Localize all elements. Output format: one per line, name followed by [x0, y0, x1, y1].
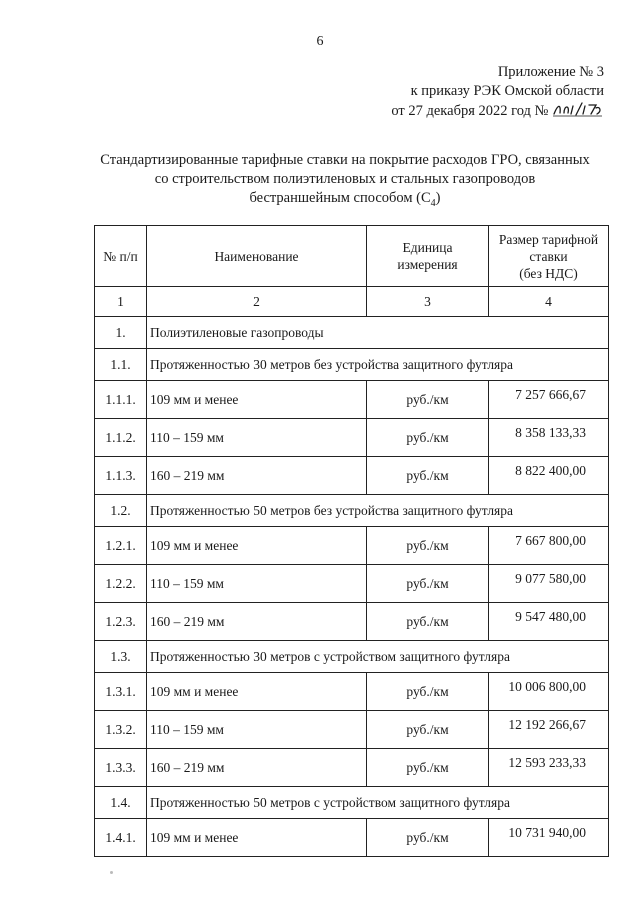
title-line-3 [60, 189, 630, 213]
section-title: Протяженностью 50 метров с устройством защитного футляра [147, 787, 609, 819]
tariff-value: 10 006 800,00 [489, 673, 609, 711]
column-number: 2 [147, 287, 367, 317]
column-number: 1 [95, 287, 147, 317]
item-name: 109 мм и менее [147, 673, 367, 711]
row-number: 1. [95, 317, 147, 349]
header-unit [367, 226, 489, 287]
item-name: 110 – 159 мм [147, 565, 367, 603]
header-unit-line-1: Единица [402, 240, 453, 255]
item-name: 109 мм и менее [147, 527, 367, 565]
unit-of-measure: руб./км [367, 603, 489, 641]
header-value-line-2: ставки [529, 248, 568, 264]
table-row [95, 419, 609, 457]
row-number: 1.3. [95, 641, 147, 673]
section-title: Протяженностью 30 метров без устройства защитного футляра [147, 349, 609, 381]
appendix-date-text: от 27 декабря 2022 год № [391, 103, 549, 119]
document-title [60, 151, 630, 213]
page-number: 6 [316, 34, 324, 49]
tariff-value: 8 822 400,00 [489, 457, 609, 495]
column-number: 3 [367, 287, 489, 317]
tariff-value: 9 077 580,00 [489, 565, 609, 603]
table-row [95, 673, 609, 711]
title-subscript: 4 [430, 197, 436, 209]
item-name: 109 мм и менее [147, 819, 367, 857]
section-title: Протяженностью 30 метров с устройством защитного футляра [147, 641, 609, 673]
table-row [95, 527, 609, 565]
tariff-value: 10 731 940,00 [489, 819, 609, 857]
table-section-row [95, 317, 609, 349]
unit-of-measure: руб./км [367, 749, 489, 787]
header-num: № п/п [95, 226, 147, 287]
tariff-value: 8 358 133,33 [489, 419, 609, 457]
tariff-value: 12 192 266,67 [489, 711, 609, 749]
header-unit-line-2: измерения [397, 257, 458, 272]
tariff-value: 12 593 233,33 [489, 749, 609, 787]
item-name: 160 – 219 мм [147, 457, 367, 495]
tariff-value: 9 547 480,00 [489, 603, 609, 641]
title-line-1: Стандартизированные тарифные ставки на покрытие расходов ГРО, связанных [100, 152, 590, 168]
table-row [95, 819, 609, 857]
appendix-line-3 [391, 101, 604, 121]
table-section-row [95, 641, 609, 673]
table-body [95, 317, 609, 857]
unit-of-measure: руб./км [367, 819, 489, 857]
row-number: 1.2. [95, 495, 147, 527]
tariff-table [94, 225, 609, 857]
row-number: 1.1.2. [95, 419, 147, 457]
table-row [95, 381, 609, 419]
row-number: 1.2.1. [95, 527, 147, 565]
item-name: 160 – 219 мм [147, 749, 367, 787]
column-number: 4 [489, 287, 609, 317]
item-name: 109 мм и менее [147, 381, 367, 419]
column-number-row [95, 287, 609, 317]
unit-of-measure: руб./км [367, 457, 489, 495]
table-row [95, 711, 609, 749]
tariff-value: 7 667 800,00 [489, 527, 609, 565]
title-line-2: со строительством полиэтиленовых и стальных газопроводов [154, 171, 536, 187]
header-value-line-3: (без НДС) [519, 265, 578, 281]
table-row [95, 603, 609, 641]
row-number: 1.1.1. [95, 381, 147, 419]
item-name: 110 – 159 мм [147, 711, 367, 749]
row-number: 1.3.2. [95, 711, 147, 749]
scan-speck [110, 871, 113, 874]
row-number: 1.4. [95, 787, 147, 819]
appendix-line-2: к приказу РЭК Омской области [410, 83, 604, 99]
item-name: 160 – 219 мм [147, 603, 367, 641]
section-title: Полиэтиленовые газопроводы [147, 317, 609, 349]
table-row [95, 457, 609, 495]
row-number: 1.1. [95, 349, 147, 381]
table-section-row [95, 495, 609, 527]
tariff-value: 7 257 666,67 [489, 381, 609, 419]
title-line-3-text: бестраншейным способом (С [249, 190, 431, 206]
row-number: 1.3.1. [95, 673, 147, 711]
title-line-3-end: ) [435, 190, 441, 206]
handwritten-order-number [552, 101, 604, 117]
table-header-row [95, 226, 609, 287]
table-row [95, 565, 609, 603]
row-number: 1.1.3. [95, 457, 147, 495]
unit-of-measure: руб./км [367, 381, 489, 419]
table-section-row [95, 787, 609, 819]
row-number: 1.2.3. [95, 603, 147, 641]
unit-of-measure: руб./км [367, 565, 489, 603]
row-number: 1.3.3. [95, 749, 147, 787]
table-row [95, 749, 609, 787]
row-number: 1.4.1. [95, 819, 147, 857]
unit-of-measure: руб./км [367, 673, 489, 711]
item-name: 110 – 159 мм [147, 419, 367, 457]
header-name: Наименование [147, 226, 367, 287]
unit-of-measure: руб./км [367, 419, 489, 457]
appendix-block [391, 63, 604, 121]
unit-of-measure: руб./км [367, 527, 489, 565]
appendix-line-1: Приложение № 3 [497, 64, 604, 80]
header-value-line-1: Размер тарифной [498, 231, 599, 247]
header-value [489, 226, 609, 287]
unit-of-measure: руб./км [367, 711, 489, 749]
table-section-row [95, 349, 609, 381]
section-title: Протяженностью 50 метров без устройства защитного футляра [147, 495, 609, 527]
row-number: 1.2.2. [95, 565, 147, 603]
